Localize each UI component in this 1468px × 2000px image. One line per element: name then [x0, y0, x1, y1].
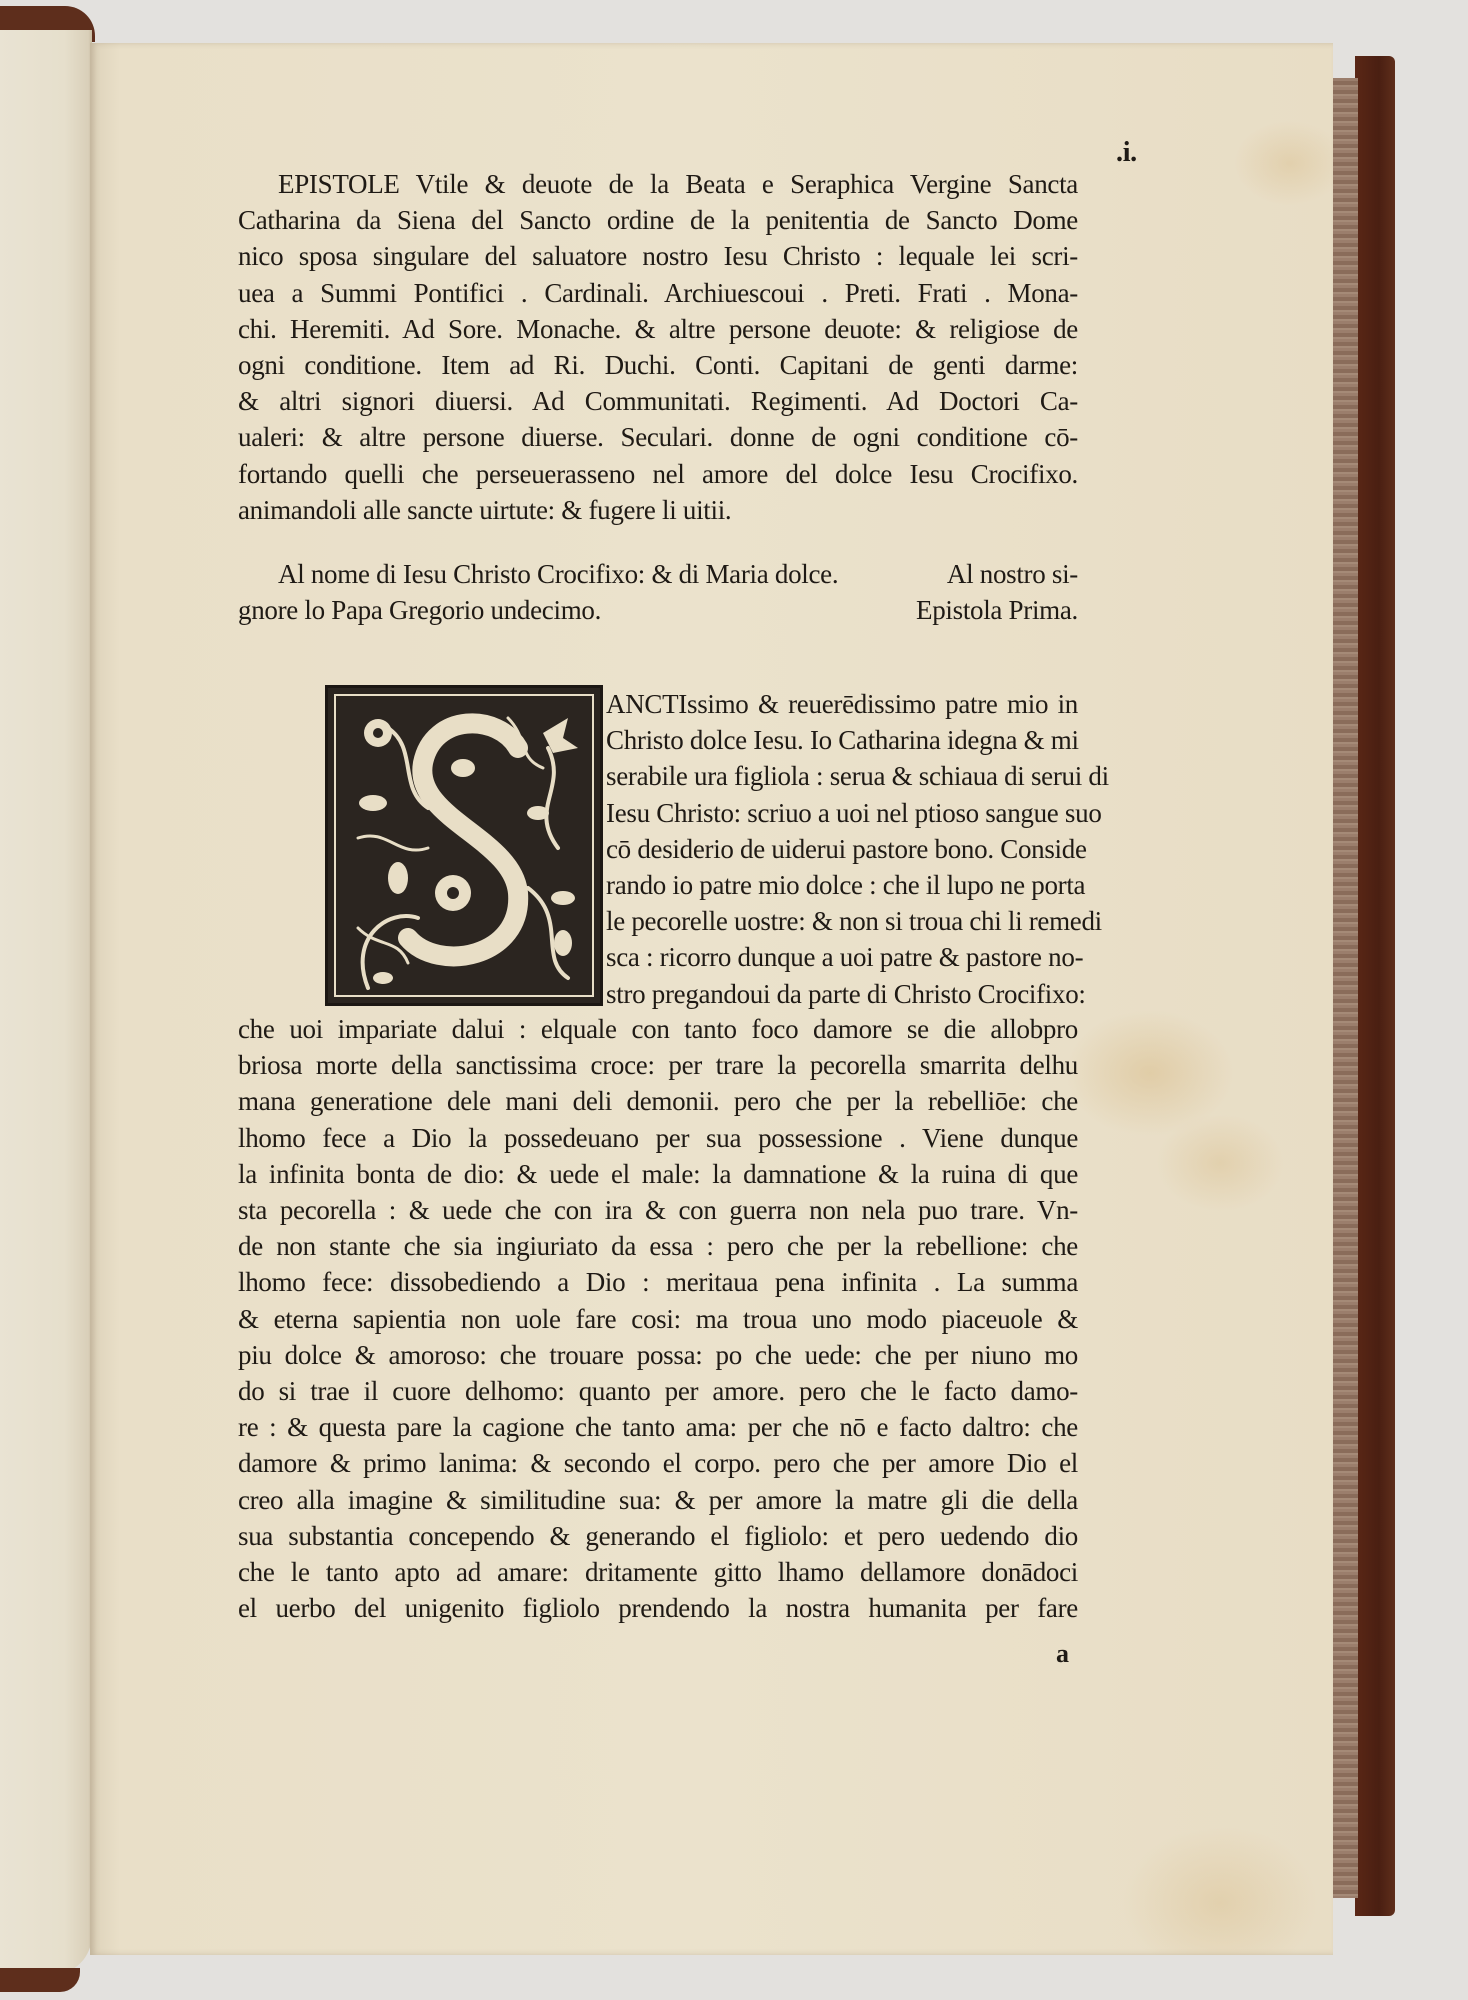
- body-line: damore & primo lanima: & secondo el corpo. pero che per amore Dio el: [238, 1448, 1078, 1479]
- body-line: lhomo fece a Dio la possedeuano per sua possessione . Viene dunque: [238, 1122, 1078, 1153]
- left-cover-binding-bottom: [0, 1968, 80, 1992]
- addressee-text: gnore lo Papa Gregorio undecimo.: [238, 595, 602, 626]
- body-line: serabile ura figliola : serua & schiaua di serui di: [606, 761, 1109, 792]
- body-line: cō desiderio de uiderui pastore bono. Conside: [606, 833, 1087, 864]
- folio-number: .i.: [1116, 137, 1137, 168]
- body-line: che uoi impariate dalui : elquale con tanto foco damore se die allobpro: [238, 1014, 1078, 1044]
- body-line: le pecorelle uostre: & non si troua chi li remedi: [606, 906, 1102, 937]
- title-line: fortando quelli che perseuerasseno nel amore del dolce Iesu Crocifixo.: [238, 458, 1078, 489]
- letter-body: [238, 1011, 1078, 1626]
- body-line: Christo dolce Iesu. Io Catharina idegna & mi: [606, 725, 1079, 756]
- salutation-line: [238, 592, 1078, 628]
- body-line: briosa morte della sanctissima croce: per trare la pecorella smarrita delhu: [238, 1050, 1078, 1081]
- epistle-number: Epistola Prima.: [916, 595, 1078, 626]
- body-line: lhomo fece: dissobediendo a Dio : meritaua pena infinita . La summa: [238, 1267, 1078, 1298]
- title-line: uea a Summi Pontifici . Cardinali. Archiuescoui . Preti. Frati . Mona-: [238, 277, 1078, 308]
- title-line: ogni conditione. Item ad Ri. Duchi. Conti. Capitani de genti darme:: [238, 350, 1078, 381]
- title-line: ualeri: & altre persone diuerse. Seculari. donne de ogni conditione cō-: [238, 422, 1078, 453]
- letter-opening: [606, 686, 1109, 1012]
- title-line: nico sposa singulare del saluatore nostro Iesu Christo : lequale lei scri-: [238, 241, 1078, 272]
- body-line: & eterna sapientia non uole fare cosi: ma troua uno modo piaceuole &: [238, 1303, 1078, 1334]
- title-line: animandoli alle sancte uirtute: & fugere li uitii.: [238, 494, 732, 525]
- body-line: de non stante che sia ingiuriato da essa : pero che per la rebellione: che: [238, 1231, 1078, 1262]
- body-line: sta pecorella : & uede che con ira & con guerra non nela puo trare. Vn-: [238, 1195, 1078, 1226]
- body-line: el uerbo del unigenito figliolo prendendo la nostra humanita per fare: [238, 1593, 1078, 1624]
- body-line: rando io patre mio dolce : che il lupo ne porta: [606, 870, 1086, 901]
- title-line: chi. Heremiti. Ad Sore. Monache. & altre persone deuote: & religiose de: [238, 313, 1078, 344]
- salutation: [238, 556, 1078, 628]
- body-line: che le tanto apto ad amare: dritamente gitto lhamo dellamore donādoci: [238, 1557, 1078, 1588]
- invocation-text: Al nome di Iesu Christo Crocifixo: & di Maria dolce.: [278, 559, 839, 589]
- title-line: & altri signori diuersi. Ad Communitati. Regimenti. Ad Doctori Ca-: [238, 386, 1078, 417]
- body-line: creo alla imagine & similitudine sua: & per amore la matre gli die della: [238, 1484, 1078, 1515]
- body-line: Iesu Christo: scriuo a uoi nel ptioso sangue suo: [606, 797, 1102, 828]
- facing-verso-page: [0, 30, 92, 1975]
- addressee-text: Al nostro si-: [946, 559, 1078, 589]
- title-heading: [238, 166, 1078, 528]
- body-line: do si trae il cuore delhomo: quanto per amore. pero che le facto damo-: [238, 1376, 1078, 1407]
- body-line: ANCTIssimo & reuerēdissimo patre mio in: [606, 689, 1078, 719]
- body-line: stro pregandoui da parte di Christo Crocifixo:: [606, 978, 1086, 1009]
- back-cover-binding: [1355, 56, 1395, 1916]
- decorated-initial-s: [325, 685, 603, 1006]
- recto-page: [90, 43, 1333, 1955]
- body-line: piu dolce & amoroso: che trouare possa: po che uede: che per niuno mo: [238, 1339, 1078, 1370]
- body-line: sca : ricorro dunque a uoi patre & pastore no-: [606, 942, 1084, 973]
- body-line: sua substantia concependo & generando el figliolo: et pero uedendo dio: [238, 1520, 1078, 1551]
- body-line: la infinita bonta de dio: & uede el male: la damnatione & la ruina di que: [238, 1158, 1078, 1189]
- signature-mark: a: [1056, 1639, 1069, 1668]
- title-line: EPISTOLE Vtile & deuote de la Beata e Seraphica Vergine Sancta: [278, 169, 1078, 199]
- page-edges: [1330, 78, 1358, 1898]
- salutation-line: [238, 556, 1078, 592]
- title-line: Catharina da Siena del Sancto ordine de la penitentia de Sancto Dome: [238, 205, 1078, 236]
- body-line: re : & questa pare la cagione che tanto ama: per che nō e facto daltro: che: [238, 1412, 1078, 1443]
- body-line: mana generatione dele mani deli demonii. pero che per la rebelliōe: che: [238, 1086, 1078, 1117]
- floral-initial-icon: [328, 688, 600, 1003]
